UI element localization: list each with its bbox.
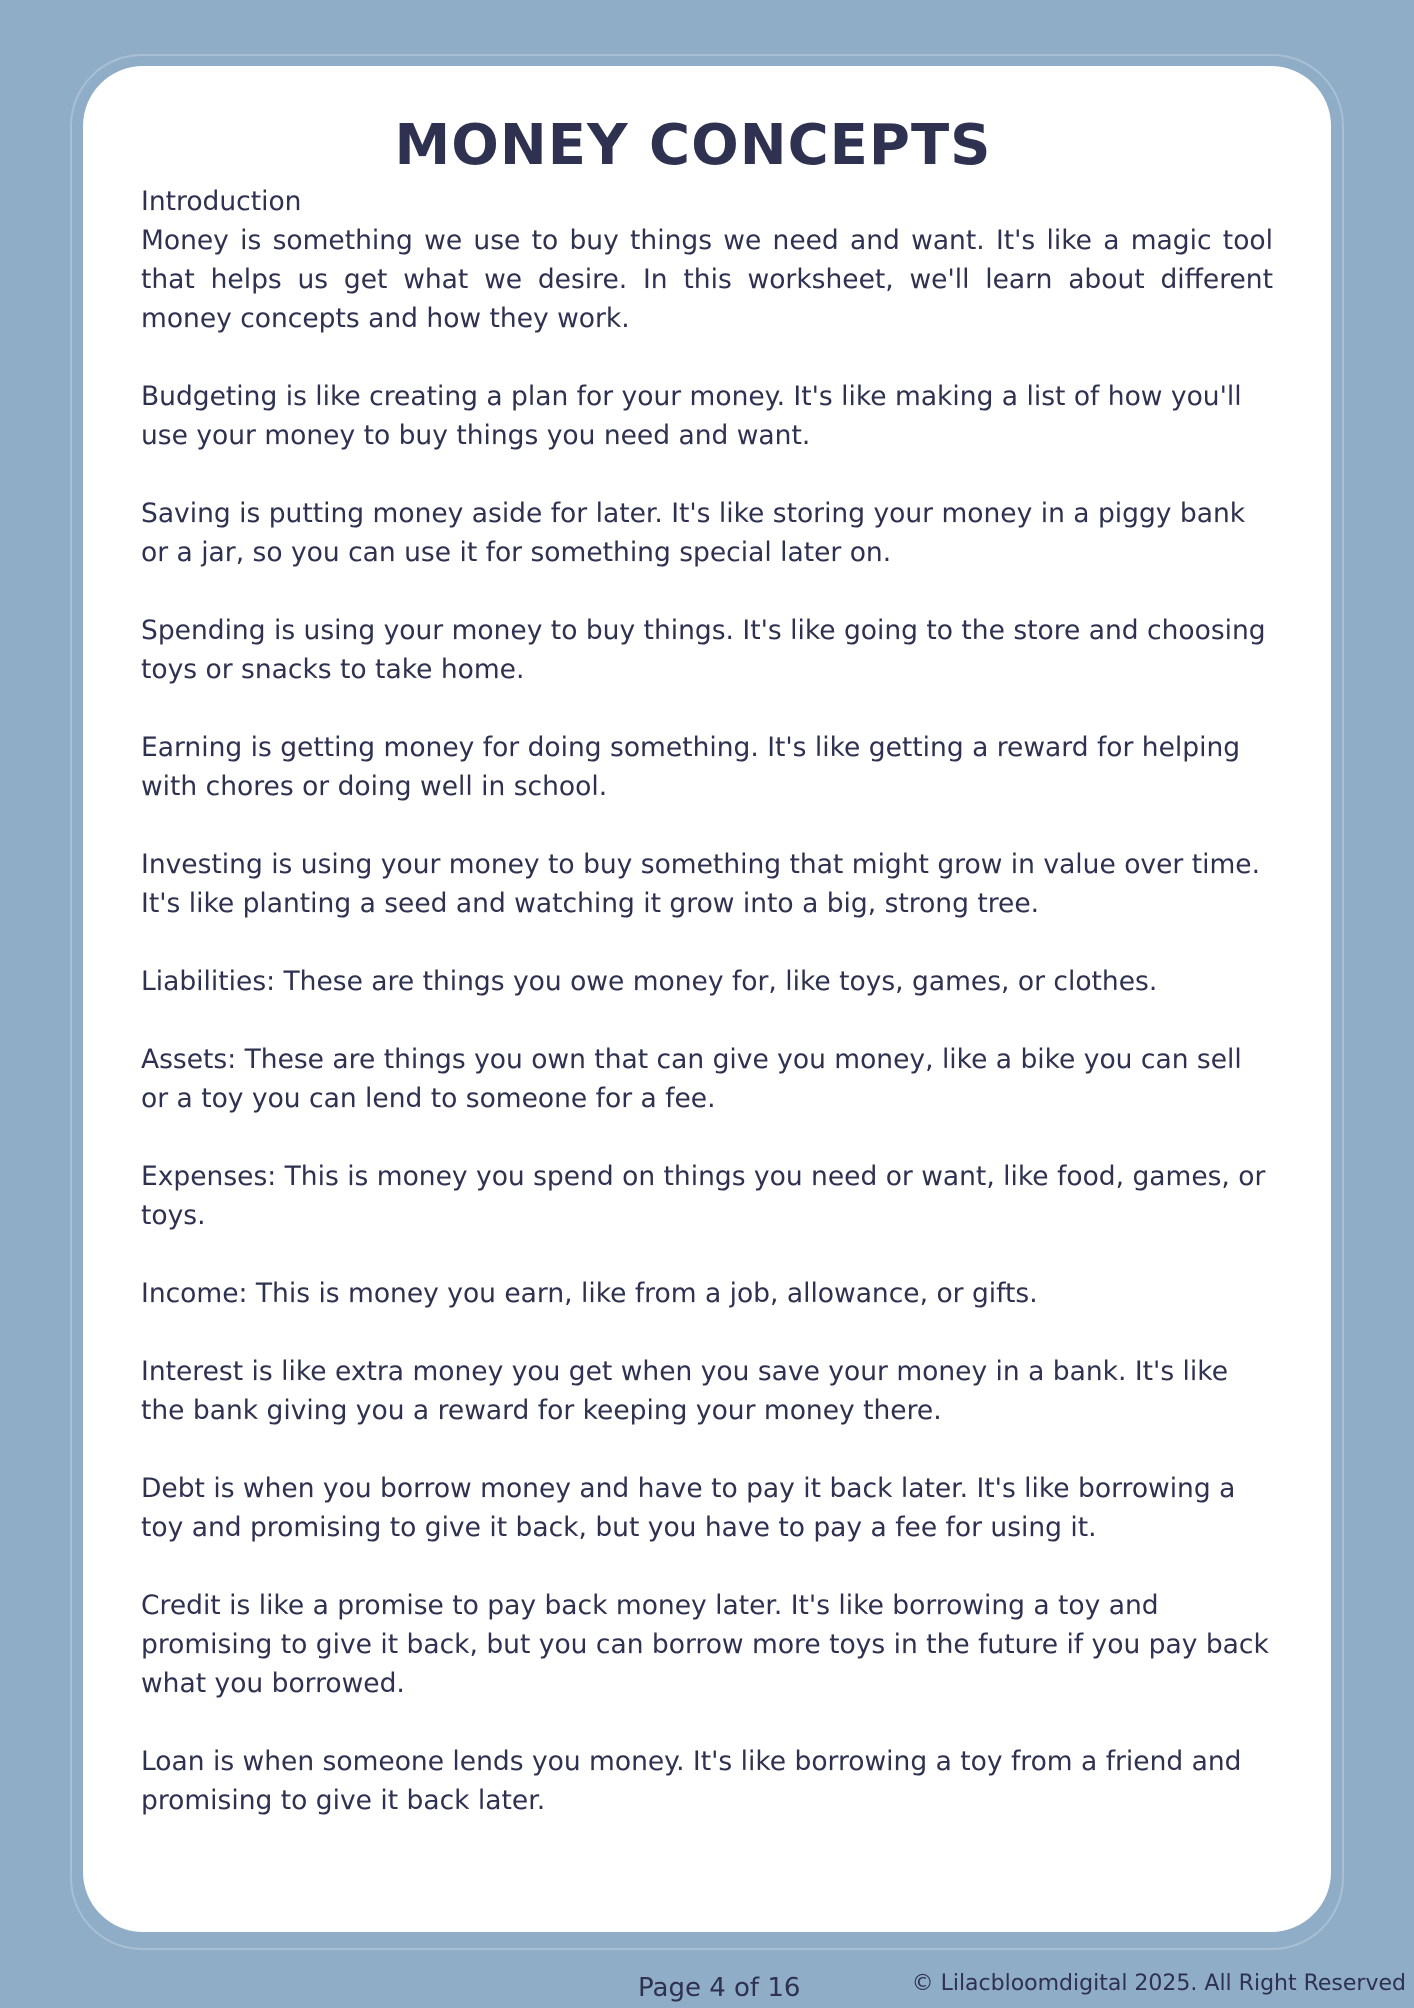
copyright-notice: © Lilacbloomdigital 2025. All Right Reserved <box>911 1971 1406 1996</box>
paragraph-budgeting: Budgeting is like creating a plan for your money. It's like making a list of how you'll use your money to buy things you need and want. <box>141 381 1242 451</box>
paragraph-liabilities: Liabilities: These are things you owe money for, like toys, games, or clothes. <box>141 966 1158 997</box>
paragraph-assets: Assets: These are things you own that can give you money, like a bike you can sell or a toy you can lend to someone for a fee. <box>141 1044 1242 1114</box>
intro-heading: Introduction <box>141 186 302 217</box>
paragraph-earning: Earning is getting money for doing something. It's like getting a reward for helping with chores or doing well in school. <box>141 732 1241 802</box>
page-number: Page 4 of 16 <box>638 1973 801 2003</box>
paragraph-saving: Saving is putting money aside for later. It's like storing your money in a piggy bank or a jar, so you can use it for something special later on. <box>141 498 1246 568</box>
paragraph-expenses: Expenses: This is money you spend on things you need or want, like food, games, or toys. <box>141 1161 1266 1231</box>
paragraph-debt: Debt is when you borrow money and have to pay it back later. It's like borrowing a toy and promising to give it back, but you have to pay a fee for using it. <box>141 1473 1236 1543</box>
paragraph-interest: Interest is like extra money you get when you save your money in a bank. It's like the bank giving you a reward for keeping your money there. <box>141 1356 1228 1426</box>
page-title: MONEY CONCEPTS <box>394 113 992 178</box>
paragraph-loan: Loan is when someone lends you money. It's like borrowing a toy from a friend and promising to give it back later. <box>141 1746 1242 1816</box>
paragraph-credit: Credit is like a promise to pay back money later. It's like borrowing a toy and promising to give it back, but you can borrow more toys in the future if you pay back what you borrowed. <box>141 1590 1269 1699</box>
paragraph-spending: Spending is using your money to buy things. It's like going to the store and choosing toys or snacks to take home. <box>141 615 1266 685</box>
worksheet-content <box>141 182 1273 1859</box>
paragraph-investing: Investing is using your money to buy something that might grow in value over time. It's like planting a seed and watching it grow into a big, strong tree. <box>141 849 1261 919</box>
paragraph-income: Income: This is money you earn, like from a job, allowance, or gifts. <box>141 1278 1038 1309</box>
intro-paragraph: Money is something we use to buy things we need and want. It's like a magic tool that helps us get what we desire. In this worksheet, we'll learn about different money concepts and how they work. <box>141 225 1273 334</box>
